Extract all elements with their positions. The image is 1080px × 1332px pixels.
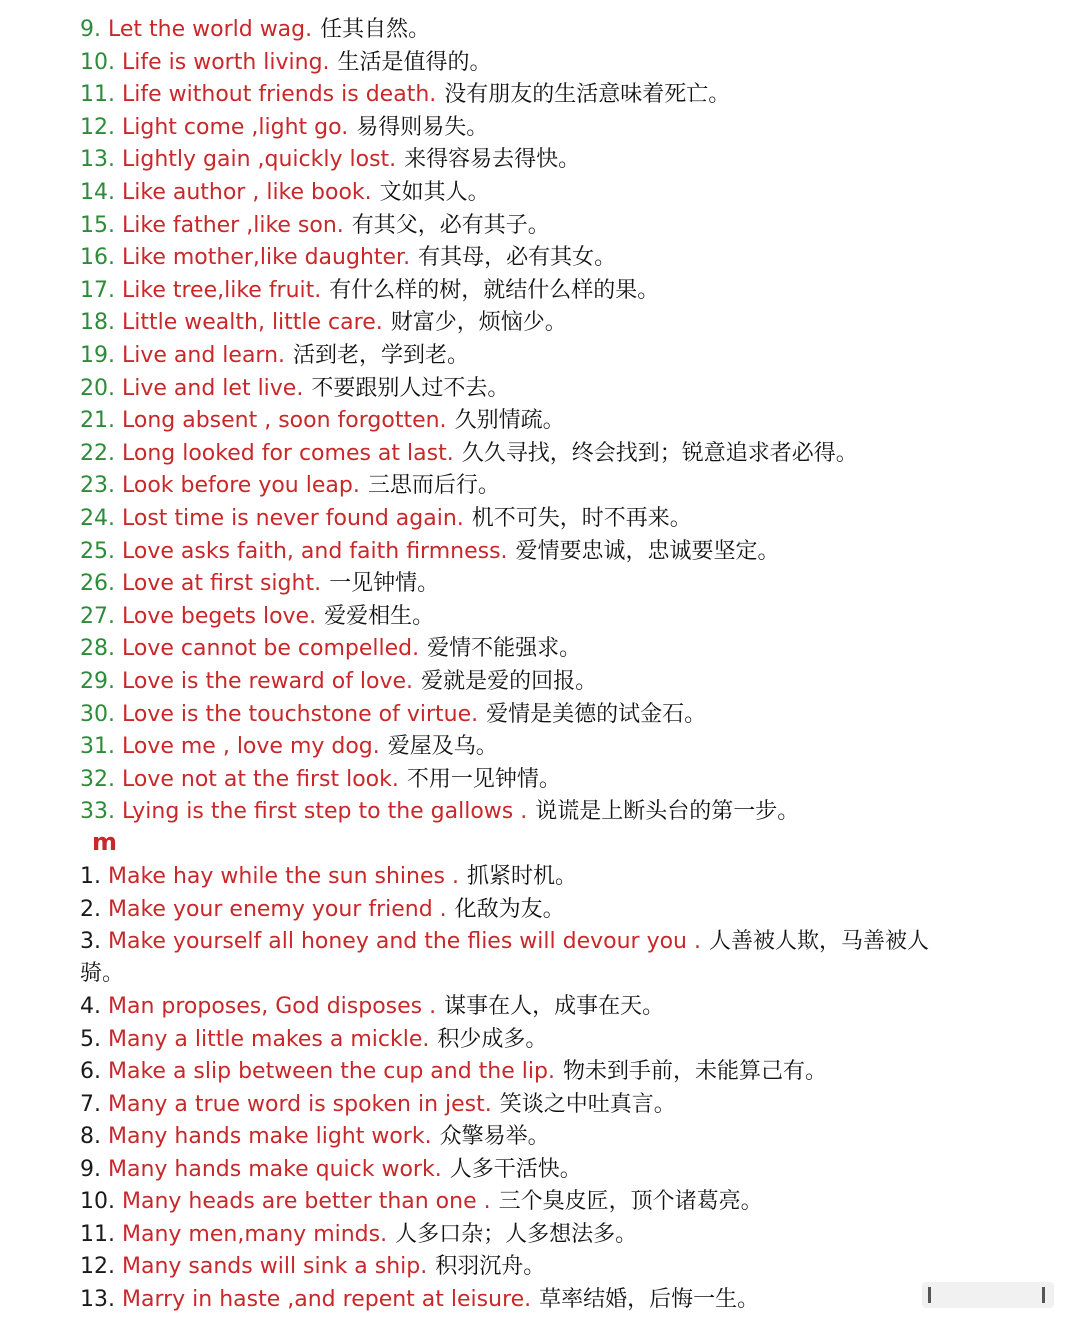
- proverb-line: [80, 1154, 1040, 1187]
- proverb-line: [80, 1024, 1040, 1057]
- proverb-number: 30.: [80, 701, 115, 727]
- proverb-english: Many a true word is spoken in jest.: [108, 1091, 492, 1117]
- proverb-english: Make yourself all honey and the flies will devour you .: [108, 929, 701, 954]
- proverb-number: 15.: [80, 212, 115, 238]
- proverb-line: [80, 666, 1040, 699]
- proverb-chinese: 众擎易举。: [439, 1124, 550, 1149]
- proverb-line: [80, 536, 1040, 569]
- proverb-number: 25.: [80, 538, 115, 564]
- proverb-english: Many men,many minds.: [122, 1221, 388, 1247]
- proverb-line: [80, 144, 1040, 177]
- proverb-chinese: 化敌为友。: [454, 896, 565, 922]
- proverb-number: 6.: [80, 1059, 101, 1084]
- proverb-chinese: 一见钟情。: [329, 571, 440, 597]
- proverb-number: 12.: [80, 114, 115, 140]
- proverb-line: [80, 438, 1040, 471]
- proverb-chinese: 有其母，必有其女。: [418, 245, 617, 271]
- proverb-line: [80, 568, 1040, 601]
- proverb-english: Little wealth, little care.: [122, 310, 383, 336]
- proverb-chinese: 物未到手前，未能算己有。: [562, 1059, 827, 1084]
- proverb-english: Live and learn.: [122, 343, 286, 368]
- proverb-english: Many a little makes a mickle.: [108, 1026, 430, 1052]
- proverb-english: Love is the touchstone of virtue.: [122, 701, 479, 727]
- proverb-chinese: 机不可失，时不再来。: [471, 506, 692, 531]
- proverb-chinese: 有其父，必有其子。: [351, 212, 550, 238]
- proverb-number: 29.: [80, 669, 115, 694]
- proverb-number: 2.: [80, 896, 101, 922]
- proverb-chinese: 积少成多。: [437, 1026, 548, 1052]
- proverb-chinese: 爱情是美德的试金石。: [486, 701, 707, 727]
- proverb-number: 8.: [80, 1124, 101, 1149]
- proverb-number: 7.: [80, 1091, 101, 1117]
- proverb-line: [80, 1186, 1040, 1219]
- proverb-number: 9.: [80, 17, 101, 42]
- proverb-chinese: 爱屋及乌。: [387, 734, 498, 760]
- proverb-chinese: 人善被人欺，马善被人: [709, 929, 930, 954]
- proverb-number: 1.: [80, 864, 101, 889]
- proverb-chinese: 积羽沉舟。: [435, 1254, 546, 1279]
- proverb-number: 3.: [80, 929, 101, 954]
- proverb-english: Like father ,like son.: [122, 212, 344, 238]
- proverb-number: 17.: [80, 277, 115, 303]
- proverb-chinese: 没有朋友的生活意味着死亡。: [444, 82, 731, 108]
- proverb-line: [80, 731, 1040, 764]
- proverb-english: Long looked for comes at last.: [122, 440, 454, 466]
- proverb-chinese: 不用一见钟情。: [406, 766, 561, 792]
- proverb-number: 32.: [80, 766, 115, 792]
- proverb-line: [80, 633, 1040, 666]
- proverb-number: 31.: [80, 734, 115, 760]
- proverb-line: [80, 1251, 1040, 1284]
- proverb-english: Many sands will sink a ship.: [122, 1254, 428, 1279]
- proverb-chinese: 财富少，烦恼少。: [390, 310, 567, 336]
- proverb-chinese: 久久寻找，终会找到；锐意追求者必得。: [461, 440, 858, 466]
- proverb-line: [80, 405, 1040, 438]
- proverb-chinese: 易得则易失。: [356, 114, 489, 140]
- proverb-number: 27.: [80, 603, 115, 629]
- proverb-number: 26.: [80, 571, 115, 597]
- proverb-number: 4.: [80, 994, 101, 1019]
- proverb-chinese: 人多口杂；人多想法多。: [395, 1221, 638, 1247]
- proverb-chinese: 爱情要忠诚，忠诚要坚定。: [515, 538, 780, 564]
- proverb-continuation: 骑。: [80, 961, 125, 986]
- proverb-number: 18.: [80, 310, 115, 336]
- proverb-english: Life without friends is death.: [122, 82, 437, 108]
- proverb-english: Look before you leap.: [122, 473, 360, 499]
- proverb-english: Let the world wag.: [108, 17, 313, 42]
- proverb-number: 22.: [80, 440, 115, 466]
- proverb-chinese: 三思而后行。: [367, 473, 500, 499]
- proverb-english: Live and let live.: [122, 375, 304, 401]
- proverb-chinese: 不要跟别人过不去。: [311, 375, 510, 401]
- proverb-line: [80, 373, 1040, 406]
- proverb-english: Marry in haste ,and repent at leisure.: [122, 1286, 532, 1312]
- proverb-number: 5.: [80, 1026, 101, 1052]
- proverb-chinese: 谋事在人，成事在天。: [444, 994, 665, 1019]
- proverb-chinese: 人多干活快。: [449, 1156, 582, 1182]
- proverb-number: 16.: [80, 245, 115, 271]
- proverb-number: 28.: [80, 636, 115, 662]
- proverb-number: 21.: [80, 408, 115, 434]
- watermark-icon: [922, 1282, 1054, 1308]
- proverb-english: Long absent , soon forgotten.: [122, 408, 447, 434]
- proverb-line: [80, 1056, 1040, 1089]
- proverb-line: [80, 894, 1040, 927]
- proverb-chinese: 说谎是上断头台的第一步。: [535, 799, 800, 825]
- proverb-english: Make hay while the sun shines .: [108, 864, 459, 889]
- proverb-line: [80, 340, 1040, 373]
- proverb-english: Love begets love.: [122, 603, 317, 629]
- proverb-number: 20.: [80, 375, 115, 401]
- proverb-number: 9.: [80, 1156, 101, 1182]
- proverb-english: Light come ,light go.: [122, 114, 349, 140]
- proverb-english: Like author , like book.: [122, 180, 372, 205]
- proverb-number: 24.: [80, 506, 115, 531]
- proverb-line: [80, 1121, 1040, 1154]
- proverb-chinese: 来得容易去得快。: [404, 147, 581, 173]
- proverb-english: Like tree,like fruit.: [122, 277, 322, 303]
- proverb-chinese: 生活是值得的。: [337, 49, 492, 75]
- proverb-line: [80, 14, 1040, 47]
- proverb-english: Love me , love my dog.: [122, 734, 380, 760]
- proverb-number: 11.: [80, 1221, 115, 1247]
- proverb-english: Make your enemy your friend .: [108, 896, 447, 922]
- proverb-number: 12.: [80, 1254, 115, 1279]
- proverb-english: Make a slip between the cup and the lip.: [108, 1059, 555, 1084]
- proverb-line: [80, 242, 1040, 275]
- proverb-chinese: 笑谈之中吐真言。: [499, 1091, 676, 1117]
- proverb-number: 10.: [80, 49, 115, 75]
- proverb-line: [80, 861, 1040, 894]
- proverb-number: 19.: [80, 343, 115, 368]
- proverb-chinese: 爱爱相生。: [324, 603, 435, 629]
- proverb-chinese: 任其自然。: [320, 17, 431, 42]
- proverb-english: Many heads are better than one .: [122, 1189, 491, 1214]
- proverb-chinese: 文如其人。: [379, 180, 490, 205]
- proverb-number: 11.: [80, 82, 115, 108]
- proverb-chinese: 爱情不能强求。: [427, 636, 582, 662]
- proverb-number: 33.: [80, 799, 115, 825]
- proverb-line: [80, 470, 1040, 503]
- proverb-chinese: 三个臭皮匠，顶个诸葛亮。: [498, 1189, 763, 1214]
- proverb-line: [80, 275, 1040, 308]
- proverb-english: Like mother,like daughter.: [122, 245, 411, 271]
- proverb-line: [80, 699, 1040, 732]
- proverb-chinese: 抓紧时机。: [466, 864, 577, 889]
- section-heading-m: m: [92, 828, 118, 856]
- proverb-line: [80, 1284, 1040, 1317]
- proverb-line: [80, 991, 1040, 1024]
- proverb-english: Lost time is never found again.: [122, 506, 464, 531]
- proverb-english: Lying is the first step to the gallows .: [122, 799, 528, 825]
- proverb-line: [80, 1219, 1040, 1252]
- proverb-english: Love asks faith, and faith firmness.: [122, 538, 508, 564]
- proverb-line: [80, 1089, 1040, 1122]
- proverb-english: Love is the reward of love.: [122, 669, 414, 694]
- proverb-number: 13.: [80, 1286, 115, 1312]
- proverb-english: Love cannot be compelled.: [122, 636, 420, 662]
- proverb-line: [80, 79, 1040, 112]
- proverb-english: Many hands make quick work.: [108, 1156, 442, 1182]
- proverb-number: 14.: [80, 180, 115, 205]
- proverb-line: [80, 307, 1040, 340]
- proverb-chinese: 爱就是爱的回报。: [421, 669, 598, 694]
- proverb-chinese: 活到老，学到老。: [293, 343, 470, 368]
- proverb-english: Many hands make light work.: [108, 1124, 432, 1149]
- proverb-line: [80, 177, 1040, 210]
- proverb-chinese: 草率结婚，后悔一生。: [539, 1286, 760, 1312]
- proverb-line: [80, 503, 1040, 536]
- proverb-line: [80, 601, 1040, 634]
- proverb-chinese: 有什么样的树，就结什么样的果。: [329, 277, 660, 303]
- proverb-chinese: 久别情疏。: [454, 408, 565, 434]
- proverb-line: [80, 47, 1040, 80]
- proverb-number: 10.: [80, 1189, 115, 1214]
- proverb-english: Love not at the first look.: [122, 766, 399, 792]
- proverb-english: Man proposes, God disposes .: [108, 994, 437, 1019]
- proverb-line: [80, 796, 1040, 829]
- proverb-english: Life is worth living.: [122, 49, 330, 75]
- proverb-english: Lightly gain ,quickly lost.: [122, 147, 397, 173]
- proverb-line: [80, 210, 1040, 243]
- proverb-line: [80, 926, 1040, 959]
- proverb-number: 23.: [80, 473, 115, 499]
- proverb-english: Love at first sight.: [122, 571, 322, 597]
- proverb-line: [80, 112, 1040, 145]
- proverb-number: 13.: [80, 147, 115, 173]
- proverb-line: [80, 764, 1040, 797]
